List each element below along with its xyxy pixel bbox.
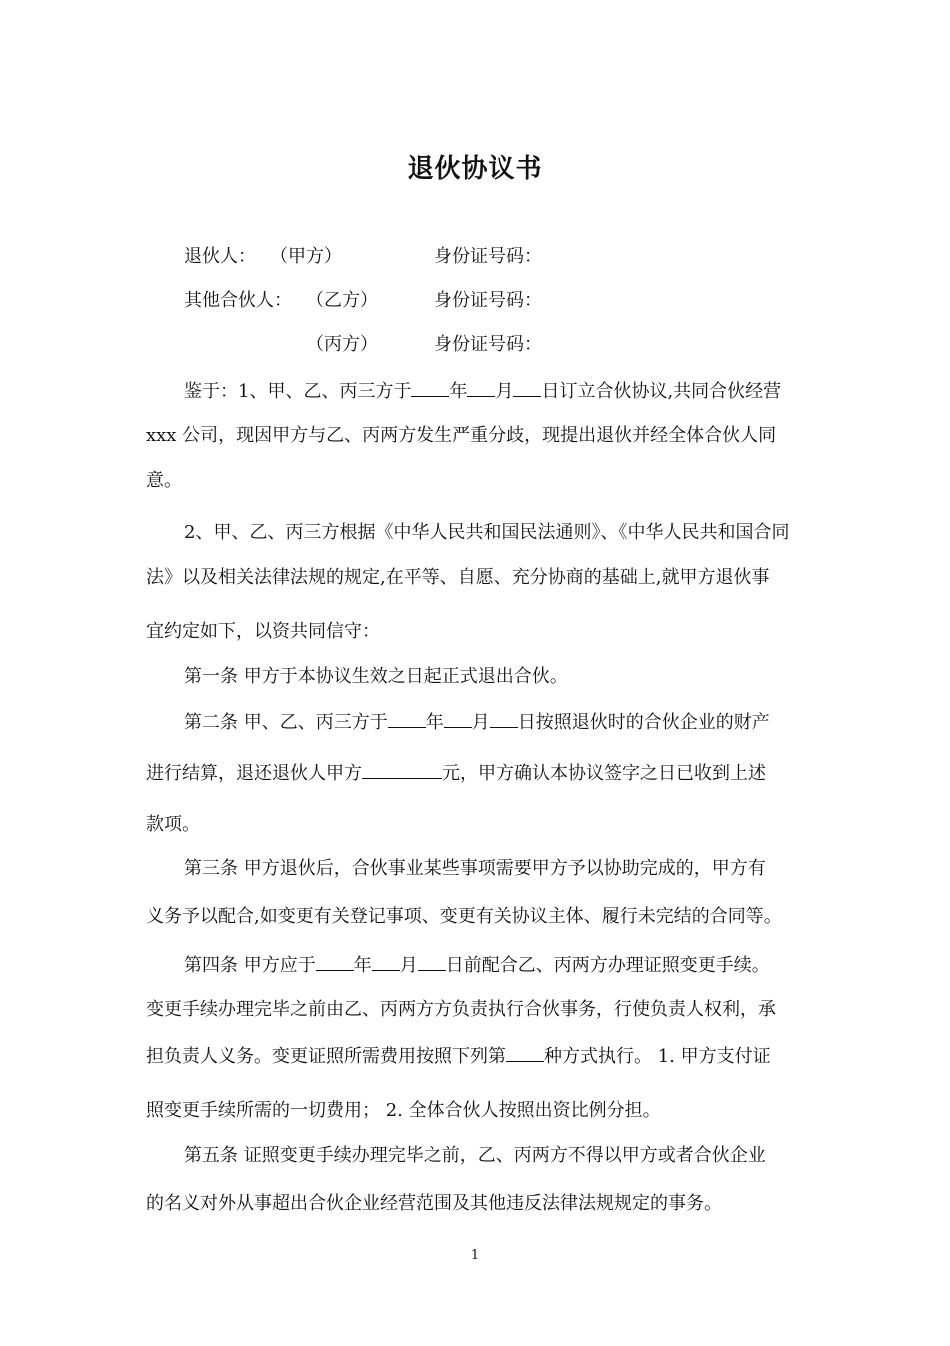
text-segment: 年 — [449, 381, 468, 402]
text-segment: 日订立合伙协议,共同合伙经营 — [541, 381, 782, 402]
recital-line: xxx 公司，现因甲方与乙、丙两方发生严重分歧，现提出退伙并经全体合伙人同 — [146, 425, 777, 446]
text-segment: 鉴于：1、甲、乙、丙三方于 — [184, 381, 412, 402]
party-role: （甲方） — [270, 246, 342, 267]
article-1: 第一条 甲方于本协议生效之日起正式退出合伙。 — [184, 666, 568, 687]
id-number-label: 身份证号码： — [434, 246, 542, 267]
text-segment: 月 — [471, 712, 490, 733]
text-segment: 元，甲方确认本协议签字之日已收到上述 — [442, 763, 766, 784]
article-3-line: 第三条 甲方退伙后，合伙事业某些事项需要甲方予以协助完成的，甲方有 — [184, 858, 766, 879]
article-4-line — [184, 950, 849, 980]
blank-field — [362, 758, 442, 779]
id-number-label: 身份证号码： — [434, 334, 542, 355]
text-segment: 第四条 甲方应于 — [184, 955, 316, 976]
party-label: 退伙人： — [184, 246, 256, 267]
article-2-line: 款项。 — [146, 814, 200, 835]
text-segment: 月 — [399, 955, 418, 976]
text-segment: 日按照退伙时的合伙企业的财产 — [517, 712, 770, 733]
article-2-line — [146, 758, 811, 788]
blank-field — [506, 1041, 544, 1062]
blank-field — [444, 707, 472, 728]
party-label: 其他合伙人： — [184, 290, 292, 311]
article-5-line: 的名义对外从事超出合伙企业经营范围及其他违反法律法规规定的事务。 — [146, 1193, 722, 1214]
blank-field — [411, 376, 449, 397]
text-segment: 日前配合乙、丙两方办理证照变更手续。 — [445, 955, 770, 976]
article-3-line: 义务予以配合,如变更有关登记事项、变更有关协议主体、履行未完结的合同等。 — [146, 906, 782, 927]
article-4-line — [146, 1041, 811, 1071]
text-segment: 种方式执行。 1. 甲方支付证 — [544, 1046, 771, 1067]
text-segment: 担负责人义务。变更证照所需费用按照下列第 — [146, 1046, 506, 1067]
article-4-line: 变更手续办理完毕之前由乙、丙两方方负责执行合伙事务，行使负责人权利，承 — [146, 999, 776, 1020]
page-number: 1 — [470, 1248, 480, 1263]
blank-field — [418, 950, 446, 971]
article-5-line: 第五条 证照变更手续办理完毕之前，乙、丙两方不得以甲方或者合伙企业 — [184, 1145, 766, 1166]
recital-line: 2、甲、乙、丙三方根据《中华人民共和国民法通则》、《中华人民共和国合同 — [184, 522, 790, 543]
blank-field — [388, 707, 426, 728]
blank-field — [490, 707, 518, 728]
recital-line: 意。 — [146, 470, 182, 491]
blank-field — [372, 950, 400, 971]
recital-line — [184, 376, 849, 406]
id-number-label: 身份证号码： — [434, 290, 542, 311]
recital-line: 法》以及相关法律法规的规定,在平等、自愿、充分协商的基础上,就甲方退伙事 — [146, 567, 770, 588]
text-segment: 进行结算，退还退伙人甲方 — [146, 763, 362, 784]
article-4-line: 照变更手续所需的一切费用； 2. 全体合伙人按照出资比例分担。 — [146, 1100, 661, 1121]
text-segment: 月 — [495, 381, 514, 402]
recital-line: 宜约定如下，以资共同信守： — [146, 621, 380, 642]
party-role: （丙方） — [306, 334, 378, 355]
blank-field — [467, 376, 495, 397]
text-segment: 年 — [425, 712, 444, 733]
party-role: （乙方） — [306, 290, 378, 311]
text-segment: 第二条 甲、乙、丙三方于 — [184, 712, 388, 733]
blank-field — [513, 376, 541, 397]
article-2-line — [184, 707, 849, 737]
text-segment: 年 — [353, 955, 372, 976]
document-title: 退伙协议书 — [407, 154, 543, 184]
blank-field — [316, 950, 354, 971]
